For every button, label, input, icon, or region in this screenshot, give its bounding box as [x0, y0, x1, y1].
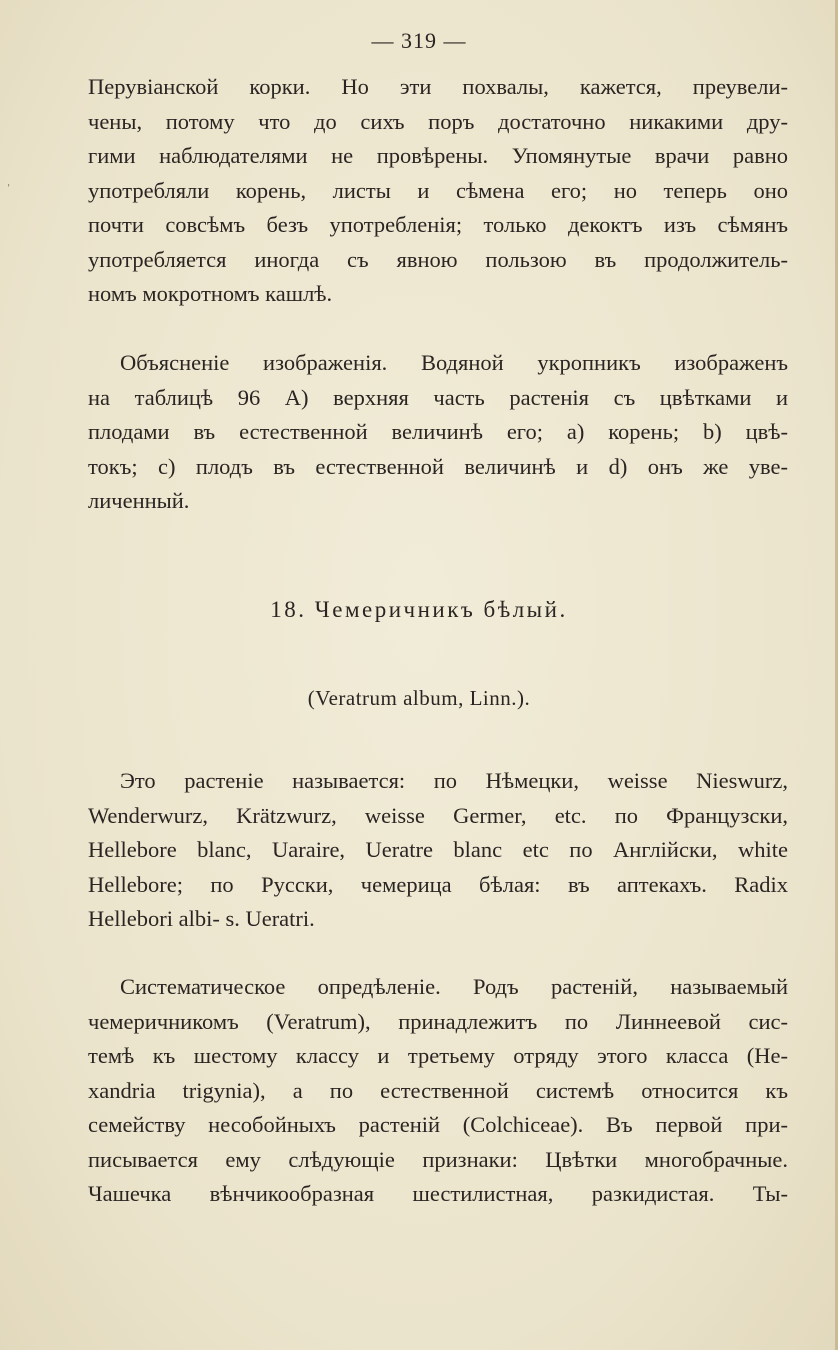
- section-title: 18. Чемеричникъ бѣлый.: [270, 597, 568, 622]
- text-line: Hellebore blanc, Uaraire, Ueratre blanc etc по Англійски, white: [88, 837, 788, 862]
- paragraph-4: [88, 970, 788, 1212]
- text-line: токъ; c) плодъ въ естественной величинѣ и d) онъ же уве-: [88, 453, 788, 479]
- text-line: употребляется иногда съ явною пользою въ продолжитель-: [88, 246, 788, 272]
- text-line: Это растеніе называется: по Нѣмецки, weisse Nieswurz,: [120, 768, 788, 793]
- paragraph-3: [88, 764, 788, 937]
- text-line: плодами въ естественной величинѣ его; a) корень; b) цвѣ-: [88, 419, 788, 444]
- text-line: употребляли корень, листы и сѣмена его; но теперь оно: [88, 177, 788, 203]
- text-line: Чашечка вѣнчикообразная шестилистная, разкидистая. Ты-: [88, 1181, 788, 1206]
- text-line: xandria trigynia), а по естественной системѣ относится къ: [88, 1077, 788, 1103]
- text-line: темѣ къ шестому классу и третьему отряду этого класса (He-: [88, 1043, 788, 1068]
- text-line: почти совсѣмъ безъ употребленія; только декоктъ изъ сѣмянъ: [88, 212, 788, 237]
- text-line: Wenderwurz, Krätzwurz, weisse Germer, etc. по Французски,: [88, 802, 788, 828]
- text-line: номъ мокротномъ кашлѣ.: [88, 281, 333, 306]
- text-line: чены, потому что до сихъ поръ достаточно никакими дру-: [88, 108, 788, 134]
- latin-name: (Veratrum album, Linn.).: [307, 686, 531, 710]
- text-line: Систематическое опредѣленіе. Родъ растеній, называемый: [120, 974, 788, 999]
- text-line: чемеричникомъ (Veratrum), принадлежитъ по Линнеевой сис-: [88, 1008, 788, 1034]
- text-line: Hellebori albi- s. Ueratri.: [88, 906, 315, 931]
- text-line: Hellebore; по Русски, чемерица бѣлая: въ аптекахъ. Radix: [88, 871, 788, 897]
- paragraph-1: [88, 70, 788, 312]
- text-line: на таблицѣ 96 A) верхняя часть растенія съ цвѣтками и: [88, 384, 788, 410]
- text-line: Перувіанской корки. Но эти похвалы, кажется, преувели-: [88, 74, 788, 99]
- margin-mark: ˈ: [6, 182, 12, 199]
- text-line: семейству несобойныхъ растеній (Colchiceae). Въ первой при-: [88, 1112, 788, 1137]
- paragraph-2: [88, 346, 788, 519]
- text-line: Объясненіе изображенія. Водяной укропникъ изображенъ: [120, 350, 788, 375]
- page-number: — 319 —: [371, 28, 467, 53]
- text-line: гими наблюдателями не провѣрены. Упомянутые врачи равно: [88, 143, 788, 168]
- text-line: личенный.: [88, 488, 190, 513]
- text-line: писывается ему слѣдующіе признаки: Цвѣтки многобрачные.: [88, 1146, 788, 1172]
